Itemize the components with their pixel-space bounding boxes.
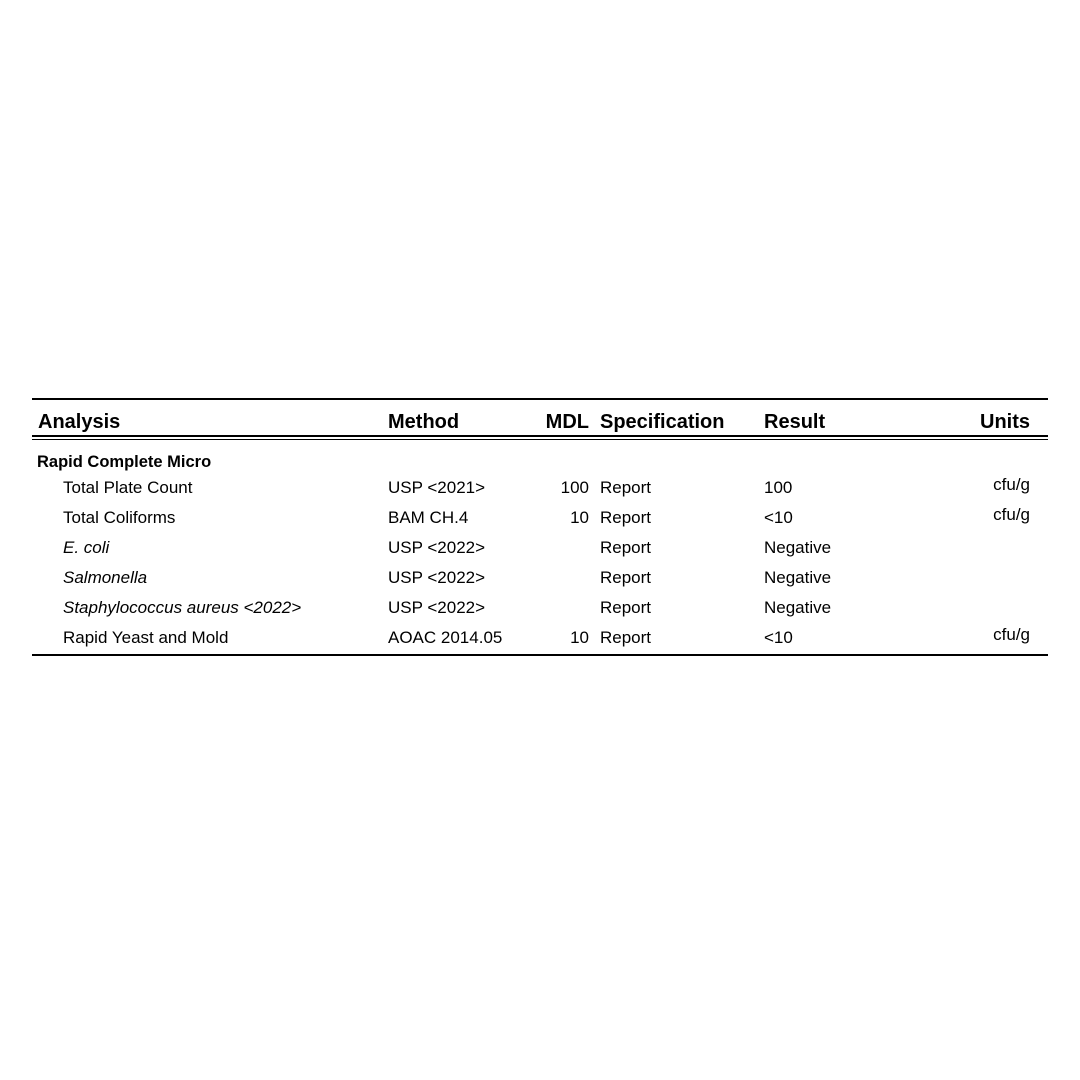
cell-result: 100 <box>764 478 793 497</box>
table-header-row <box>32 400 1048 435</box>
cell-mdl: 10 <box>570 508 589 527</box>
table-row <box>32 473 1048 503</box>
cell-specification: Report <box>600 598 652 617</box>
results-table <box>32 398 1048 656</box>
table-row <box>32 593 1048 623</box>
group-title-row <box>32 440 1048 473</box>
cell-analysis: Total Plate Count <box>63 478 193 497</box>
cell-specification: Report <box>600 478 652 497</box>
cell-result: Negative <box>764 538 832 557</box>
cell-method: USP <2022> <box>388 538 486 557</box>
cell-specification: Report <box>600 538 652 557</box>
cell-method: BAM CH.4 <box>388 508 469 527</box>
cell-specification: Report <box>600 628 652 647</box>
cell-analysis: Total Coliforms <box>63 508 176 527</box>
header-analysis: Analysis <box>38 411 121 433</box>
cell-mdl: 10 <box>570 628 589 647</box>
cell-method: USP <2021> <box>388 478 486 497</box>
table-row <box>32 563 1048 593</box>
cell-result: <10 <box>764 628 793 647</box>
table-row <box>32 533 1048 563</box>
cell-analysis: E. coli <box>63 538 110 557</box>
header-method: Method <box>388 411 460 433</box>
cell-method: USP <2022> <box>388 598 486 617</box>
cell-analysis: Rapid Yeast and Mold <box>63 628 229 647</box>
cell-method: USP <2022> <box>388 568 486 587</box>
cell-result: Negative <box>764 568 832 587</box>
header-specification: Specification <box>600 411 725 433</box>
cell-units: cfu/g <box>993 505 1030 524</box>
cell-units: cfu/g <box>993 625 1030 644</box>
cell-analysis: Staphylococcus aureus <2022> <box>63 598 302 617</box>
cell-result: Negative <box>764 598 832 617</box>
table-row <box>32 623 1048 653</box>
table-bottom-rule <box>32 654 1048 656</box>
cell-specification: Report <box>600 568 652 587</box>
cell-analysis: Salmonella <box>63 568 148 587</box>
group-title: Rapid Complete Micro <box>37 453 212 471</box>
cell-units: cfu/g <box>993 475 1030 494</box>
cell-specification: Report <box>600 508 652 527</box>
table-row <box>32 503 1048 533</box>
header-units: Units <box>980 411 1030 433</box>
cell-method: AOAC 2014.05 <box>388 628 503 647</box>
cell-mdl: 100 <box>560 478 589 497</box>
header-result: Result <box>764 411 826 433</box>
header-mdl: MDL <box>545 411 589 433</box>
cell-result: <10 <box>764 508 793 527</box>
